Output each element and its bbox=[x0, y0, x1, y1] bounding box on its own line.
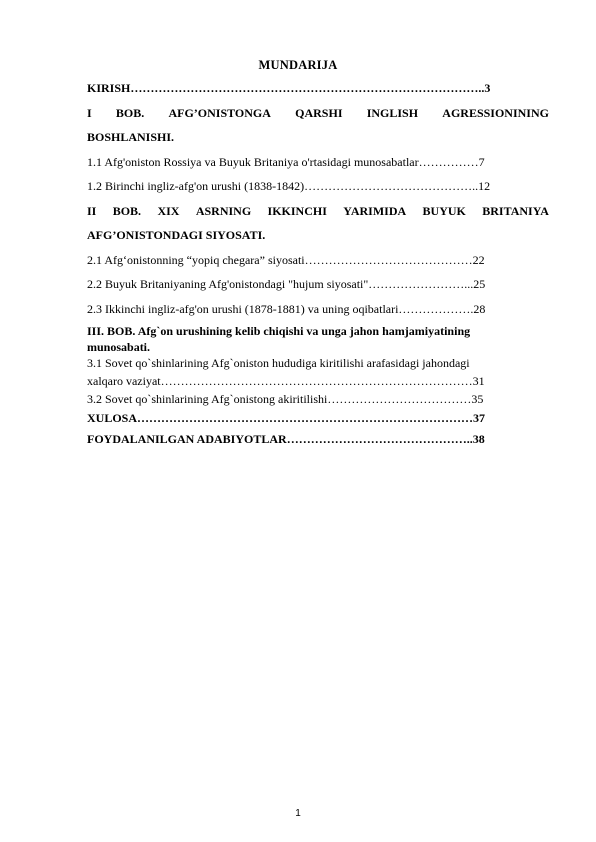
toc-entry-1-2: 1.2 Birinchi ingliz-afg'on urushi (1838-1842)……………………………………..12 bbox=[87, 179, 491, 193]
toc-word: YARIMIDA bbox=[343, 204, 407, 218]
toc-word: XIX bbox=[157, 204, 180, 218]
toc-entry-adabiyotlar: FOYDALANILGAN ADABIYOTLAR………………………………………..38 bbox=[87, 432, 485, 446]
toc-word: BOB. bbox=[115, 106, 145, 120]
toc-chapter-2 bbox=[87, 203, 549, 219]
toc-entry-2-2: 2.2 Buyuk Britaniyaning Afg'onistondagi "hujum siyosati"……………………...25 bbox=[87, 277, 486, 291]
toc-entry-kirish: KIRISH……………………………………………………………………………..3 bbox=[87, 81, 491, 95]
toc-word: II bbox=[87, 204, 97, 218]
toc-entry-1-1: 1.1 Afg'oniston Rossiya va Buyuk Britaniya o'rtasidagi munosabatlar……………7 bbox=[87, 155, 485, 169]
toc-chapter-1 bbox=[87, 105, 549, 121]
toc-chapter-2-cont: AFG’ONISTONDAGI SIYOSATI. bbox=[87, 228, 266, 242]
toc-word: AFG’ONISTONGA bbox=[168, 106, 271, 120]
toc-entry-2-1: 2.1 Afg‘onistonning “yopiq chegara” siyosati……………………………………22 bbox=[87, 253, 485, 267]
toc-word: IKKINCHI bbox=[267, 204, 327, 218]
toc-word: AGRESSIONINING bbox=[442, 106, 549, 120]
toc-word: ASRNING bbox=[195, 204, 252, 218]
toc-word: BRITANIYA bbox=[482, 204, 549, 218]
toc-word: BUYUK bbox=[422, 204, 466, 218]
toc-chapter-1-cont: BOSHLANISHI. bbox=[87, 130, 175, 144]
toc-word: INGLISH bbox=[366, 106, 419, 120]
toc-entry-2-3: 2.3 Ikkinchi ingliz-afg'on urushi (1878-1881) va uning oqibatlari……………….28 bbox=[87, 302, 486, 316]
page-title: MUNDARIJA bbox=[258, 58, 338, 72]
toc-entry-3-1-cont: xalqaro vaziyat……………………………………………………………………31 bbox=[87, 374, 485, 388]
toc-chapter-3-cont: munosabati. bbox=[87, 340, 151, 354]
toc-entry-3-2: 3.2 Sovet qo`shinlarining Afg`onistong akiritilishi………………………………35 bbox=[87, 392, 484, 406]
toc-chapter-3: III. BOB. Afg`on urushining kelib chiqishi va unga jahon hamjamiyatining bbox=[87, 324, 471, 338]
toc-word: I bbox=[87, 106, 92, 120]
toc-word: QARSHI bbox=[295, 106, 343, 120]
toc-word: BOB. bbox=[112, 204, 142, 218]
toc-entry-3-1: 3.1 Sovet qo`shinlarining Afg`oniston hududiga kiritilishi arafasidagi jahondagi bbox=[87, 356, 470, 370]
toc-entry-xulosa: XULOSA…………………………………………………………………………37 bbox=[87, 411, 486, 425]
page-number: 1 bbox=[295, 808, 301, 819]
